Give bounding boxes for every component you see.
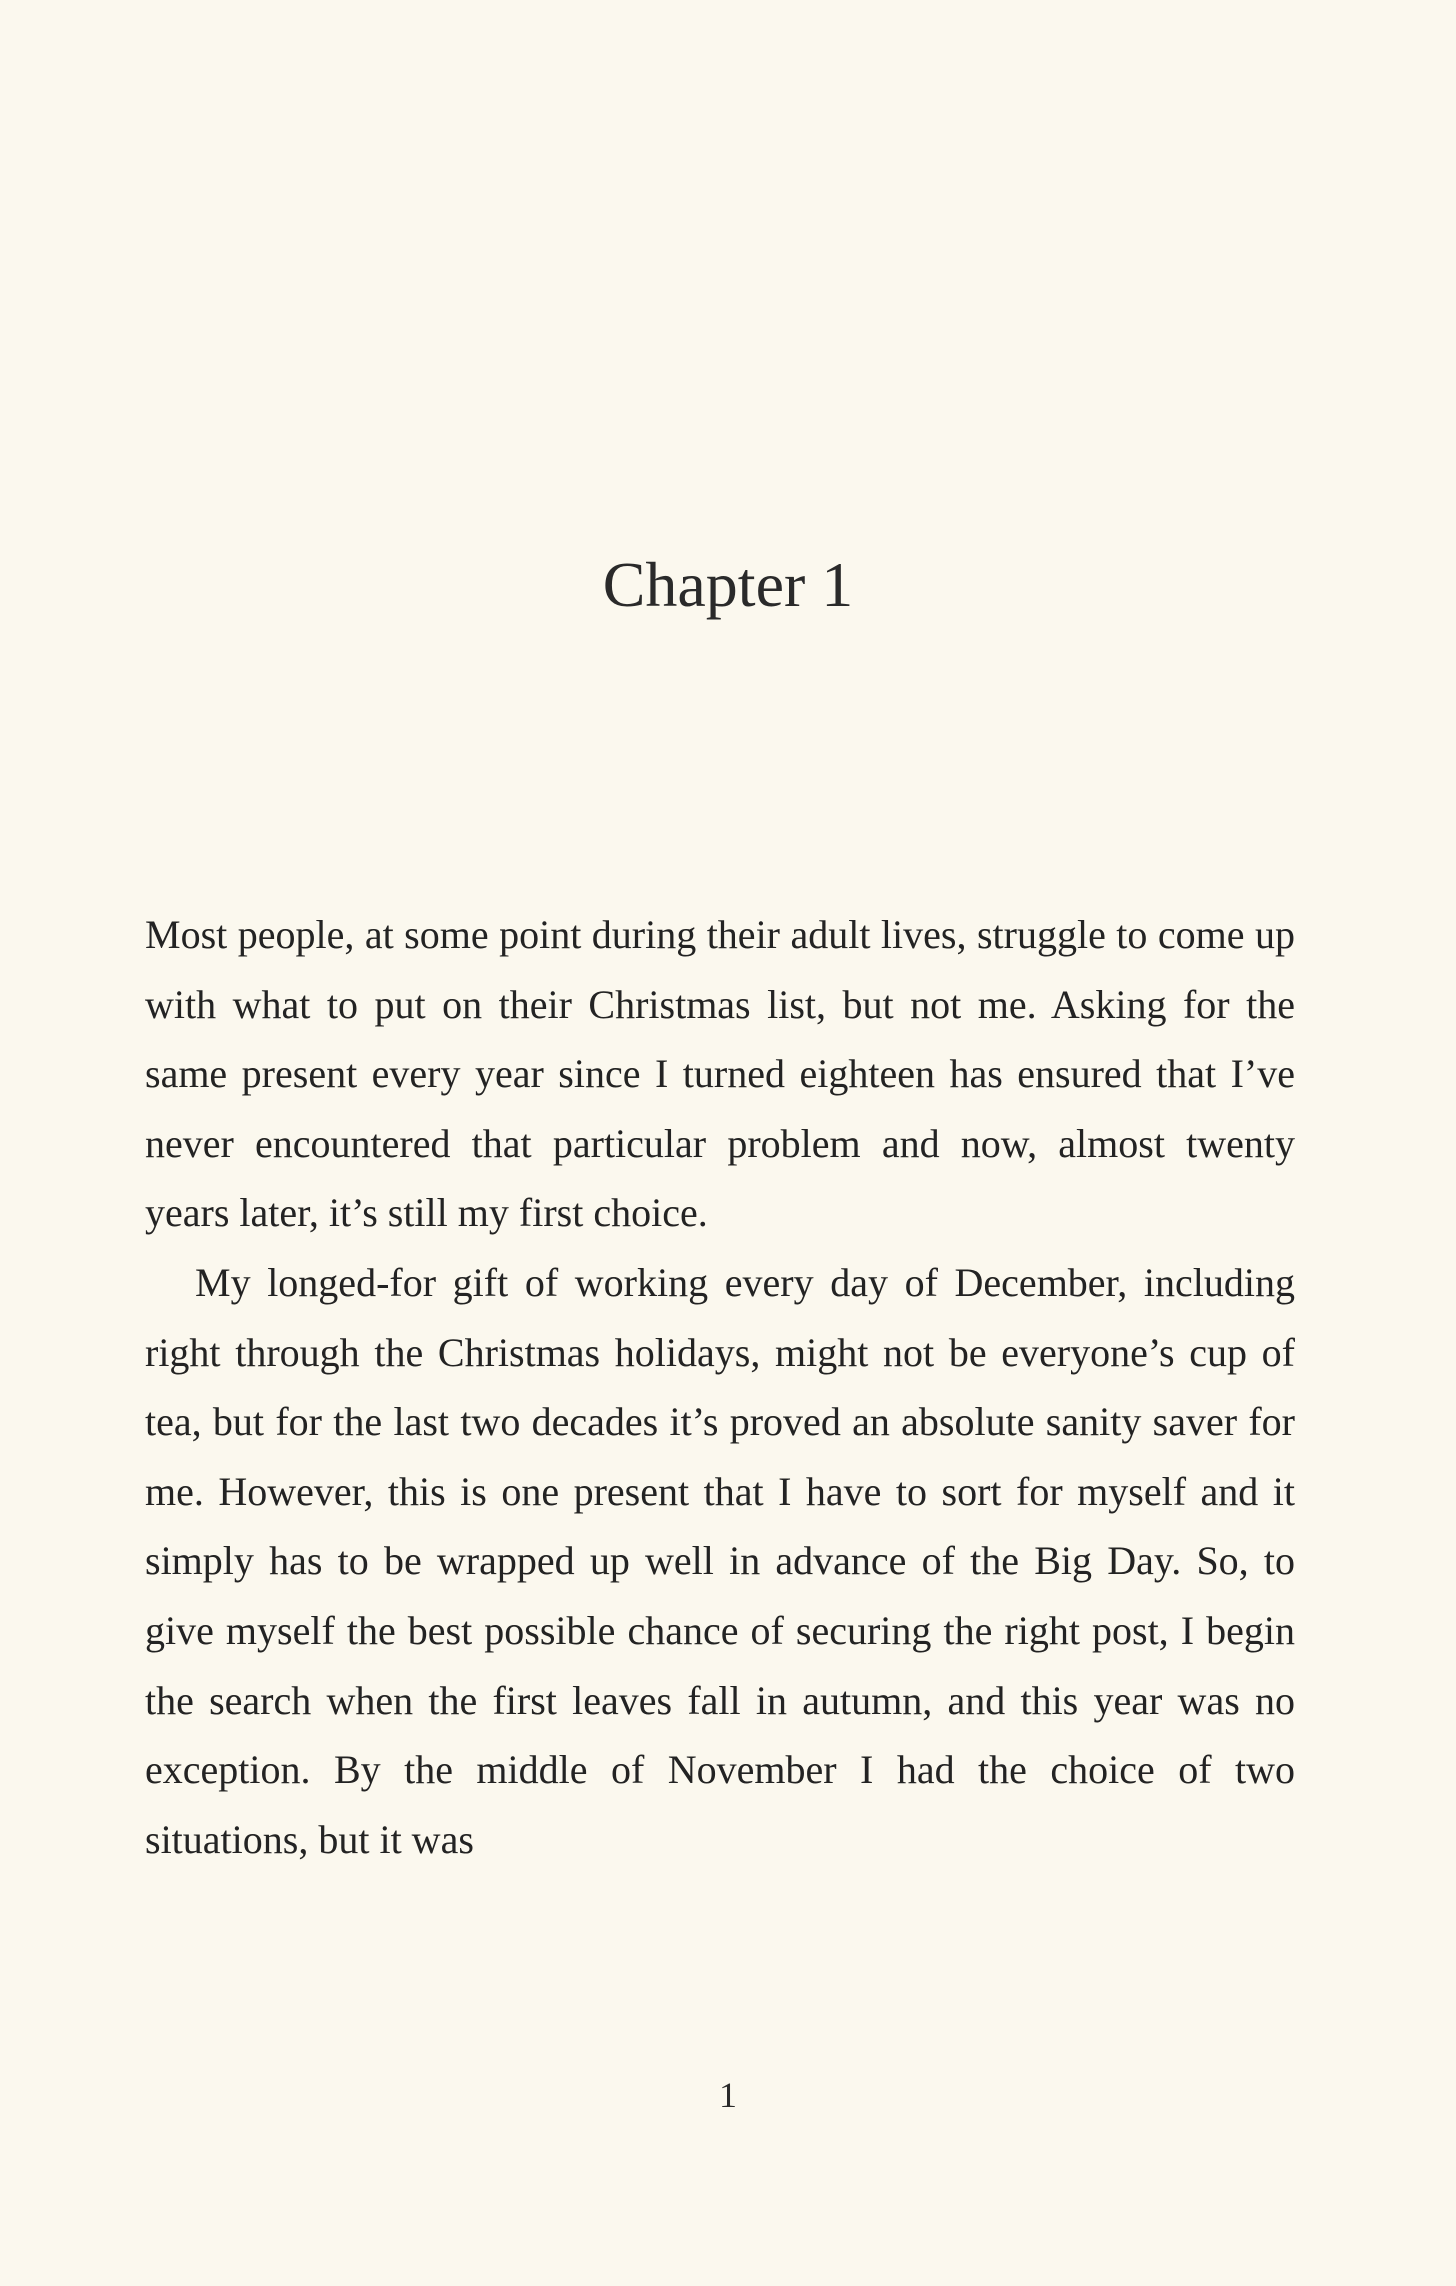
chapter-body: [145, 900, 1295, 1874]
page-number: 1: [719, 2075, 737, 2115]
chapter-title: Chapter 1: [602, 549, 854, 620]
paragraph-1: Most people, at some point during their adult lives, struggle to come up with what to put on their Christmas list, but not me. Asking for the same present every year since I turned eighteen has ensured that I’ve never encountered that particular problem and now, almost twenty years later, it’s still my first choice.: [145, 912, 1295, 1236]
paragraph-2: My longed-for gift of working every day of December, including right through the Christmas holidays, might not be everyone’s cup of tea, but for the last two decades it’s proved an absolute sanity saver for me. However, this is one present that I have to sort for myself and it simply has to be wrapped up well in advance of the Big Day. So, to give myself the best possible chance of securing the right post, I begin the search when the first leaves fall in autumn, and this year was no exception. By the middle of November I had the choice of two situations, but it was: [145, 1259, 1295, 1862]
